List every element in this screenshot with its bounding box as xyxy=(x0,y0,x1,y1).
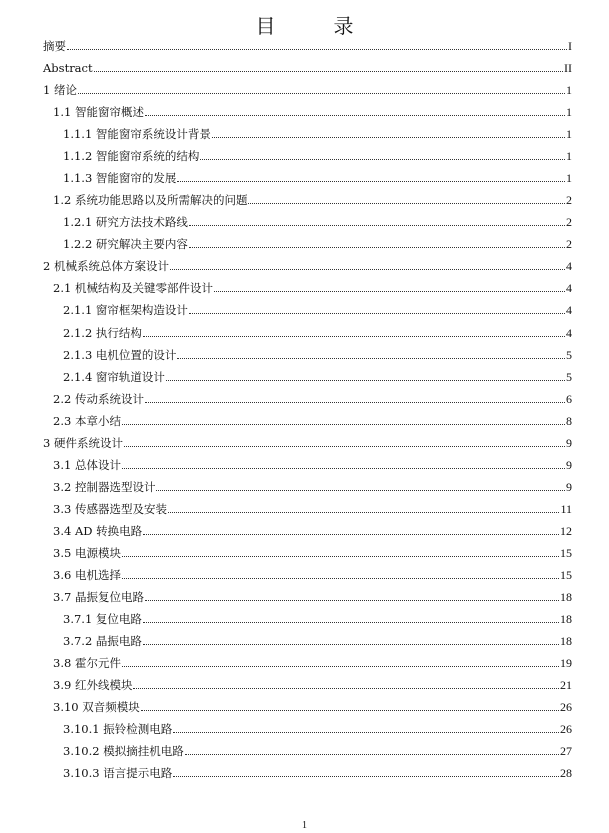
toc-entry xyxy=(43,81,572,97)
dot-leader xyxy=(143,336,565,337)
toc-entry-label: 1.2.2 研究解决主要内容 xyxy=(63,237,188,251)
dot-leader xyxy=(122,556,559,557)
toc-entry-page: 9 xyxy=(566,436,572,450)
dot-leader xyxy=(122,666,559,667)
toc-entry xyxy=(53,654,572,670)
toc-entry xyxy=(53,103,572,119)
toc-entry-page: 2 xyxy=(566,215,572,229)
toc-entry-page: 12 xyxy=(560,524,572,538)
dot-leader xyxy=(143,534,559,535)
toc-entry xyxy=(63,235,572,251)
toc-entry xyxy=(63,720,572,736)
toc-entry xyxy=(53,191,572,207)
toc-entry-label: 3.9 红外线模块 xyxy=(53,678,133,692)
dot-leader xyxy=(78,93,565,94)
dot-leader xyxy=(145,402,565,403)
toc-entry-label: 2.2 传动系统设计 xyxy=(53,392,144,406)
toc-entry-page: 1 xyxy=(566,127,572,141)
dot-leader xyxy=(214,291,565,292)
dot-leader xyxy=(145,115,565,116)
toc-entry-page: 28 xyxy=(560,766,572,780)
toc-entry xyxy=(53,544,572,560)
toc-entry xyxy=(53,500,572,516)
toc-title xyxy=(0,10,609,39)
toc-entry xyxy=(63,213,572,229)
toc-entry-page: 4 xyxy=(566,303,572,317)
toc-entry-page: 2 xyxy=(566,193,572,207)
toc-entry-page: 1 xyxy=(566,105,572,119)
dot-leader xyxy=(248,203,565,204)
dot-leader xyxy=(185,754,559,755)
toc-entry-page: 18 xyxy=(560,612,572,626)
dot-leader xyxy=(200,159,565,160)
toc-entry-label: 1 绪论 xyxy=(43,83,77,97)
toc-entry-label: 3.7.2 晶振电路 xyxy=(63,634,142,648)
toc-entry-page: 26 xyxy=(560,722,572,736)
toc-entry xyxy=(63,125,572,141)
dot-leader xyxy=(189,313,565,314)
toc-entry-page: 18 xyxy=(560,590,572,604)
toc-entry xyxy=(43,37,572,53)
dot-leader xyxy=(173,776,559,777)
toc-entry xyxy=(63,346,572,362)
dot-leader xyxy=(212,137,565,138)
toc-entry-label: 3.8 霍尔元件 xyxy=(53,656,121,670)
toc-entry-label: 1.1.1 智能窗帘系统设计背景 xyxy=(63,127,211,141)
toc-entry-page: 21 xyxy=(560,678,572,692)
toc-entry-page: 19 xyxy=(560,656,572,670)
toc-entry-label: 3.3 传感器选型及安装 xyxy=(53,502,167,516)
toc-entry-label: 2.1.3 电机位置的设计 xyxy=(63,348,177,362)
toc-entry-label: 2.1.4 窗帘轨道设计 xyxy=(63,370,165,384)
toc-entry xyxy=(53,412,572,428)
dot-leader xyxy=(133,688,559,689)
toc-entry-label: 2 机械系统总体方案设计 xyxy=(43,259,169,273)
dot-leader xyxy=(177,181,565,182)
toc-entry xyxy=(53,698,572,714)
toc-entry-label: 2.1 机械结构及关键零部件设计 xyxy=(53,281,213,295)
toc-entry xyxy=(63,324,572,340)
toc-entry-label: 3.1 总体设计 xyxy=(53,458,121,472)
toc-entry xyxy=(63,368,572,384)
toc-entry xyxy=(53,390,572,406)
toc-entry xyxy=(53,478,572,494)
dot-leader xyxy=(122,468,565,469)
toc-entry-page: I xyxy=(568,39,572,53)
dot-leader xyxy=(143,622,559,623)
toc-entry-page: 4 xyxy=(566,326,572,340)
toc-entry-page: 26 xyxy=(560,700,572,714)
toc-entry-label: 1.2 系统功能思路以及所需解决的问题 xyxy=(53,193,248,207)
toc-entry xyxy=(43,434,572,450)
toc-entry-label: 3 硬件系统设计 xyxy=(43,436,123,450)
toc-entry xyxy=(53,279,572,295)
toc-entry xyxy=(63,632,572,648)
toc-entry-label: 3.2 控制器选型设计 xyxy=(53,480,156,494)
toc-entry-page: 2 xyxy=(566,237,572,251)
toc-entry-label: 3.6 电机选择 xyxy=(53,568,121,582)
toc-title-char-1: 目 xyxy=(255,14,276,38)
toc-entry-label: 3.7 晶振复位电路 xyxy=(53,590,144,604)
toc-entry-page: 6 xyxy=(566,392,572,406)
toc-entry-page: 15 xyxy=(560,568,572,582)
dot-leader xyxy=(122,578,559,579)
dot-leader xyxy=(189,225,565,226)
toc-entry-label: 3.10.1 振铃检测电路 xyxy=(63,722,173,736)
dot-leader xyxy=(94,71,563,72)
toc-entry-label: 3.10.2 模拟摘挂机电路 xyxy=(63,744,184,758)
dot-leader xyxy=(166,380,565,381)
toc-entry-page: 1 xyxy=(566,149,572,163)
dot-leader xyxy=(122,424,565,425)
toc-entry-label: 1.1 智能窗帘概述 xyxy=(53,105,144,119)
toc-entry-page: 11 xyxy=(560,502,572,516)
dot-leader xyxy=(67,49,567,50)
toc-entry xyxy=(53,456,572,472)
toc-entry-label: 3.7.1 复位电路 xyxy=(63,612,142,626)
toc-entry xyxy=(43,257,572,273)
toc-title-char-2: 录 xyxy=(333,14,354,38)
dot-leader xyxy=(156,490,565,491)
toc-entry xyxy=(63,742,572,758)
toc-entry-label: Abstract xyxy=(43,61,93,75)
toc-entry xyxy=(63,764,572,780)
toc-entry-page: 15 xyxy=(560,546,572,560)
toc-entry xyxy=(63,610,572,626)
toc-entry xyxy=(43,59,572,75)
toc-entry-page: 1 xyxy=(566,83,572,97)
page-number: 1 xyxy=(302,820,307,831)
toc-entry-label: 2.3 本章小结 xyxy=(53,414,121,428)
toc-entry-page: II xyxy=(564,61,572,75)
toc-entry-page: 8 xyxy=(566,414,572,428)
toc-entry-page: 27 xyxy=(560,744,572,758)
toc-entry-label: 3.4 AD 转换电路 xyxy=(53,524,143,538)
toc-entry-page: 9 xyxy=(566,458,572,472)
toc-entry-page: 5 xyxy=(566,370,572,384)
toc-entry-page: 9 xyxy=(566,480,572,494)
toc-entry-label: 3.10 双音频模块 xyxy=(53,700,140,714)
toc-entry xyxy=(53,522,572,538)
toc-entry xyxy=(63,169,572,185)
toc-entry xyxy=(63,301,572,317)
toc-entry-page: 1 xyxy=(566,171,572,185)
dot-leader xyxy=(168,512,559,513)
dot-leader xyxy=(177,358,565,359)
toc-entry-label: 2.1.1 窗帘框架构造设计 xyxy=(63,303,188,317)
dot-leader xyxy=(189,247,565,248)
toc-entry-page: 4 xyxy=(566,281,572,295)
toc-entry xyxy=(63,147,572,163)
toc-entry-label: 1.1.3 智能窗帘的发展 xyxy=(63,171,177,185)
dot-leader xyxy=(170,269,565,270)
toc-entry-page: 5 xyxy=(566,348,572,362)
toc-entry-label: 摘要 xyxy=(43,39,66,53)
toc-entry-label: 1.1.2 智能窗帘系统的结构 xyxy=(63,149,200,163)
toc-entry-label: 1.2.1 研究方法技术路线 xyxy=(63,215,188,229)
dot-leader xyxy=(145,600,559,601)
toc-entry-label: 2.1.2 执行结构 xyxy=(63,326,142,340)
dot-leader xyxy=(173,732,559,733)
toc-entry xyxy=(53,588,572,604)
dot-leader xyxy=(141,710,559,711)
toc-entry-page: 4 xyxy=(566,259,572,273)
toc-entry-page: 18 xyxy=(560,634,572,648)
toc-entry xyxy=(53,676,572,692)
toc-entry-label: 3.10.3 语言提示电路 xyxy=(63,766,173,780)
toc-entry-label: 3.5 电源模块 xyxy=(53,546,121,560)
toc-entry xyxy=(53,566,572,582)
dot-leader xyxy=(143,644,559,645)
dot-leader xyxy=(124,446,565,447)
